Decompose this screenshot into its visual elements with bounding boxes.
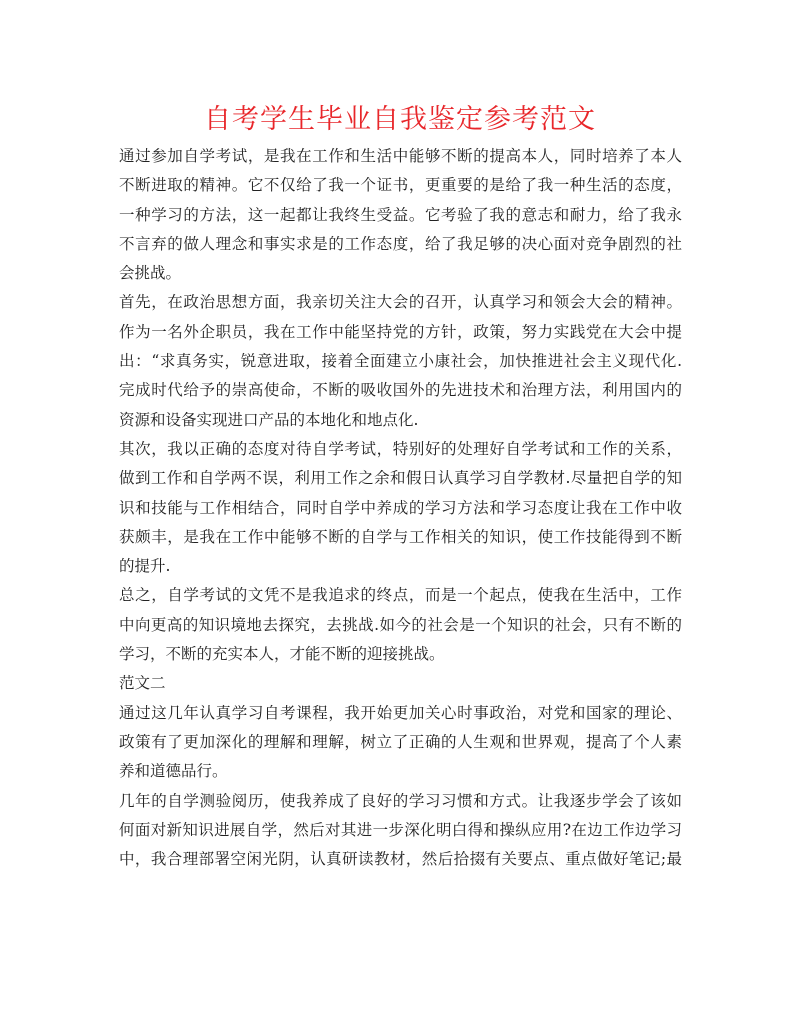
body-line: 养和道德品行。 [119,762,228,781]
body-line: 获颇丰，是我在工作中能够不断的自学与工作相关的知识，使工作技能得到不断 [119,527,682,546]
body-line: 一种学习的方法，这一起都让我终生受益。它考验了我的意志和耐力，给了我永 [119,205,682,224]
body-line: 学习，不断的充实本人，才能不断的迎接挑战。 [119,645,445,664]
body-line: 中，我合理部署空闲光阴，认真研读教材，然后拾掇有关要点、重点做好笔记;最 [119,850,682,869]
body-line: 中向更高的知识境地去探究，去挑战.如今的社会是一个知识的社会，只有不断的 [119,615,682,634]
body-line: 其次，我以正确的态度对待自学考试，特别好的处理好自学考试和工作的关系， [119,439,682,458]
body-line: 不断进取的精神。它不仅给了我一个证书，更重要的是给了我一种生活的态度， [119,176,682,195]
body-line: 会挑战。 [119,264,182,283]
body-line: 出：“求真务实，锐意进取，接着全面建立小康社会，加快推进社会主义现代化. [119,352,682,371]
body-line: 政策有了更加深化的理解和理解，树立了正确的人生观和世界观，提高了个人素 [119,732,682,751]
body-line: 范文二 [119,674,166,693]
body-line: 作为一名外企职员，我在工作中能坚持党的方针，政策，努力实践党在大会中提 [119,322,682,341]
body-line: 完成时代给予的崇高使命，不断的吸收国外的先进技术和治理方法，利用国内的 [119,381,682,400]
document-body [119,142,682,874]
body-line: 做到工作和自学两不误，利用工作之余和假日认真学习自学教材.尽量把自学的知 [119,469,682,488]
document-title: 自考学生毕业自我鉴定参考范文 [204,104,596,135]
body-line: 几年的自学测验阅历，使我养成了良好的学习习惯和方式。让我逐步学会了该如 [119,791,682,810]
body-line: 的提升. [119,557,171,576]
body-line: 识和技能与工作相结合，同时自学中养成的学习方法和学习态度让我在工作中收 [119,498,682,517]
body-line: 不言弃的做人理念和事实求是的工作态度，给了我足够的决心面对竞争剧烈的社 [119,234,682,253]
body-line: 首先，在政治思想方面，我亲切关注大会的召开，认真学习和领会大会的精神。 [119,293,682,312]
body-line: 资源和设备实现进口产品的本地化和地点化. [119,410,419,429]
body-line: 何面对新知识进展自学，然后对其进一步深化明白得和操纵应用?在边工作边学习 [119,820,682,839]
body-line: 总之，自学考试的文凭不是我追求的终点，而是一个起点，使我在生活中，工作 [119,586,682,605]
body-line: 通过这几年认真学习自考课程，我开始更加关心时事政治，对党和国家的理论、 [119,703,682,722]
body-line: 通过参加自学考试，是我在工作和生活中能够不断的提高本人，同时培养了本人 [119,147,682,165]
